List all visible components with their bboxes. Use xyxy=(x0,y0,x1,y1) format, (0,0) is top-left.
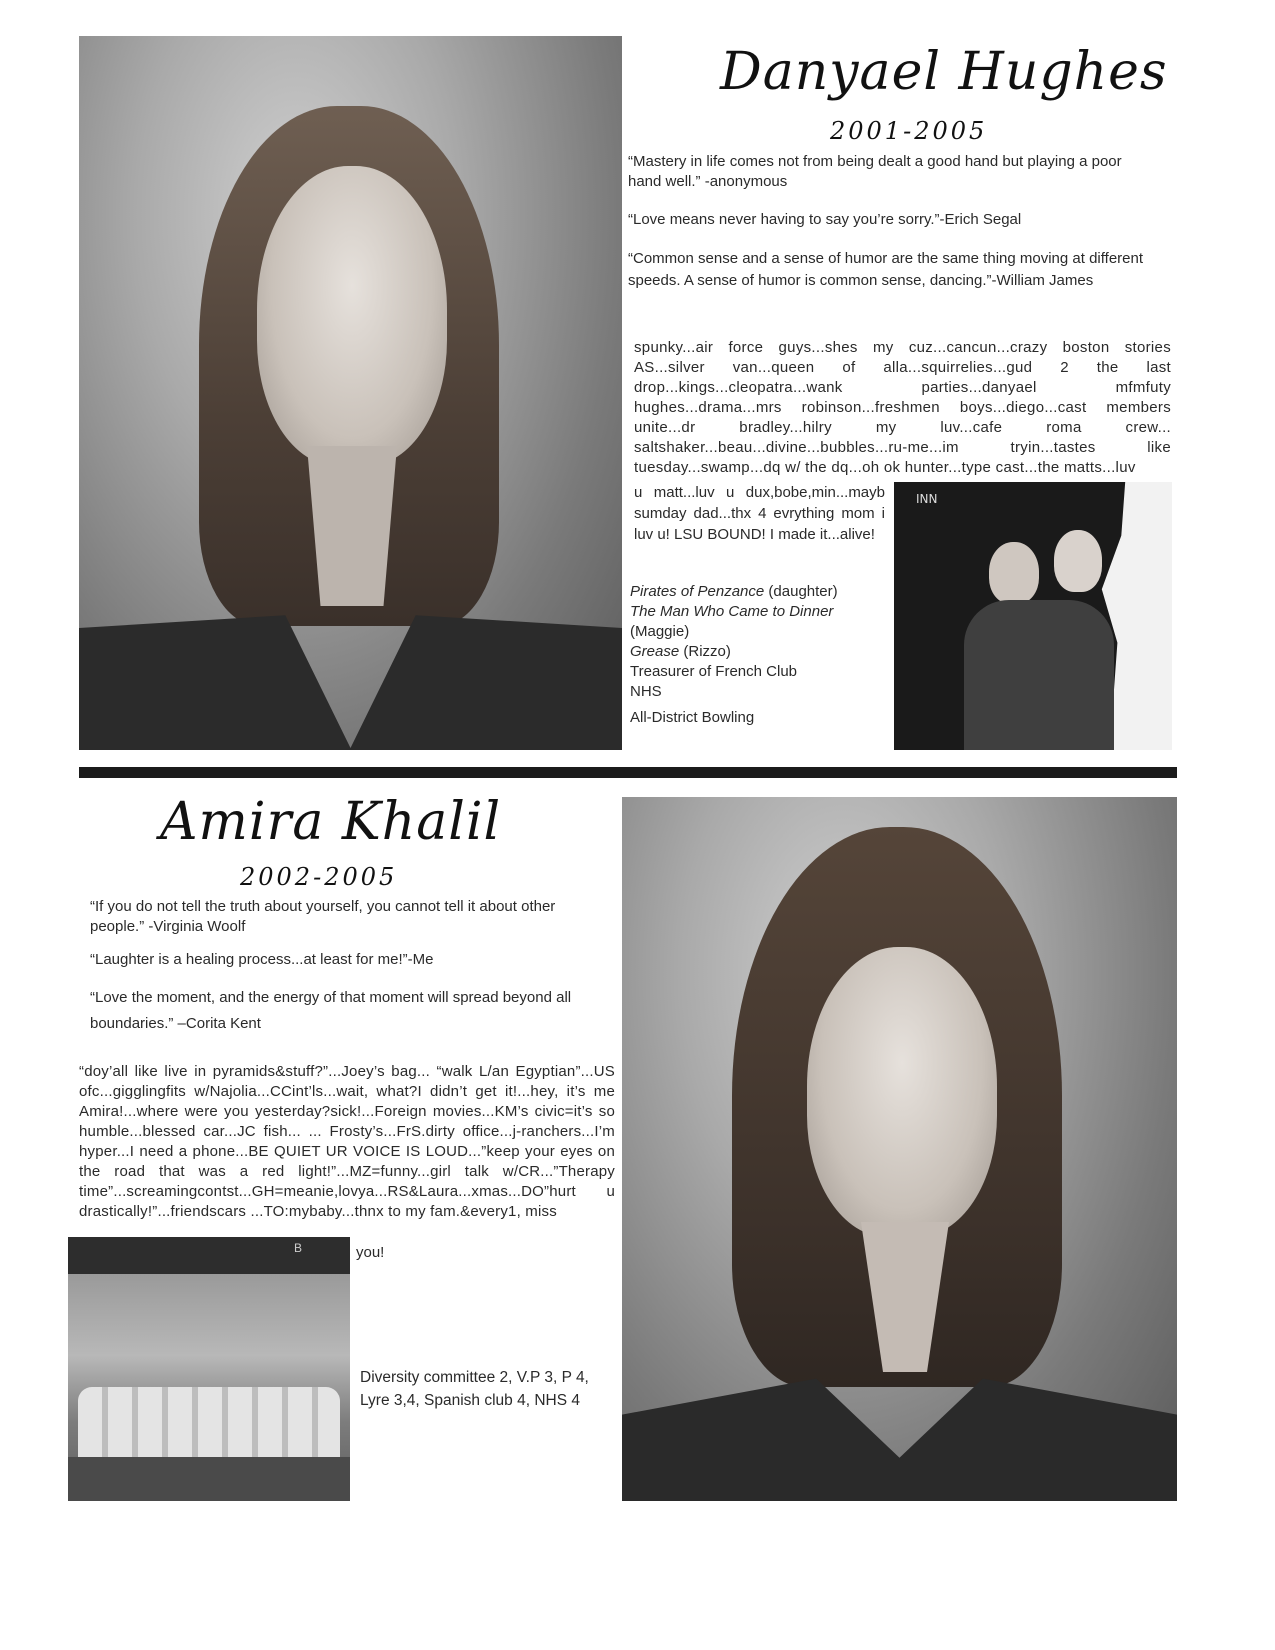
danyael-memories: spunky...air force guys...shes my cuz...cancun...crazy boston stories AS...silver van...queen of alla...squirrelies...gud 2 the last drop...kings...cleopatra...wank parties...danyael mfmfuty hughes...drama...mrs robinson...freshmen boys...diego...cast members unite...dr bradley...hilry my luv...cafe roma crew... saltshaker...beau...divine...bubbles...ru-me...im tryin...tastes like tuesday...swamp...dq w/ the dq...oh ok hunter...type cast...the matts...luv xyxy=(634,339,1171,476)
danyael-memories-end: u matt...luv u dux,bobe,min...mayb sumday dad...thx 4 evrything mom i luv u! LSU BOUND! I made it...alive! xyxy=(634,484,885,543)
danyael-years: 2001-2005 xyxy=(830,117,988,145)
danyael-activities xyxy=(630,582,870,728)
danyael-quote-1: “Mastery in life comes not from being dealt a good hand but playing a poor hand well.” -anonymous xyxy=(628,153,1122,190)
amira-quote-3: “Love the moment, and the energy of that moment will spread beyond all boundaries.” –Corita Kent xyxy=(90,989,572,1032)
amira-memories-end: you! xyxy=(356,1244,385,1261)
activity-line: Grease (Rizzo) xyxy=(630,643,731,660)
amira-portrait xyxy=(622,797,1177,1501)
danyael-snapshot xyxy=(894,482,1172,750)
snapshot-sign: INN xyxy=(916,492,938,506)
activity-line: The Man Who Came to Dinner xyxy=(630,603,834,620)
amira-name: Amira Khalil xyxy=(160,792,502,852)
danyael-name: Danyael Hughes xyxy=(720,42,1168,102)
amira-memories: “doy’all like live in pyramids&stuff?”...Joey’s bag... “walk L/an Egyptian”...US ofc...gigglingfits w/Najolia...CCint’ls...wait, what?I didn’t get it!...hey, it’s me Amira!...where were you yesterday?sick!...Foreign movies...KM’s civic=it’s so humble...blessed car...JC fish... ... Frosty’s...FrS.dirty office...j-ranchers...I’m hyper...I need a phone...BE QUIET UR VOICE IS LOUD...”keep your eyes on the road that was a red light!”...MZ=funny...girl talk w/CR...”Therapy time”...screamingcontst...GH=meanie,lovya...RS&Laura...xmas...DO”hurt u drastically!”...friendscars ...TO:mybaby...thnx to my fam.&every1, miss xyxy=(79,1063,615,1220)
activity-line: (Maggie) xyxy=(630,623,690,640)
amira-group-snapshot xyxy=(68,1237,350,1501)
amira-quote-2: “Laughter is a healing process...at least for me!”-Me xyxy=(90,951,434,968)
activity-line: All-District Bowling xyxy=(630,709,755,726)
activity-line: Pirates of Penzance (daughter) xyxy=(630,583,838,600)
danyael-quote-2: “Love means never having to say you’re sorry.”-Erich Segal xyxy=(628,211,1022,228)
amira-years: 2002-2005 xyxy=(240,863,398,891)
section-divider xyxy=(79,767,1177,778)
danyael-quote-3: “Common sense and a sense of humor are the same thing moving at different speeds. A sense of humor is common sense, dancing.”-William James xyxy=(628,250,1144,289)
amira-activities: Diversity committee 2, V.P 3, P 4, Lyre 3,4, Spanish club 4, NHS 4 xyxy=(360,1369,589,1409)
snapshot-sign: B xyxy=(294,1241,303,1255)
danyael-portrait xyxy=(79,36,622,750)
activity-line: Treasurer of French Club xyxy=(630,663,798,680)
amira-quote-1: “If you do not tell the truth about yourself, you cannot tell it about other people.” -Virginia Woolf xyxy=(90,898,556,935)
activity-line: NHS xyxy=(630,683,662,700)
